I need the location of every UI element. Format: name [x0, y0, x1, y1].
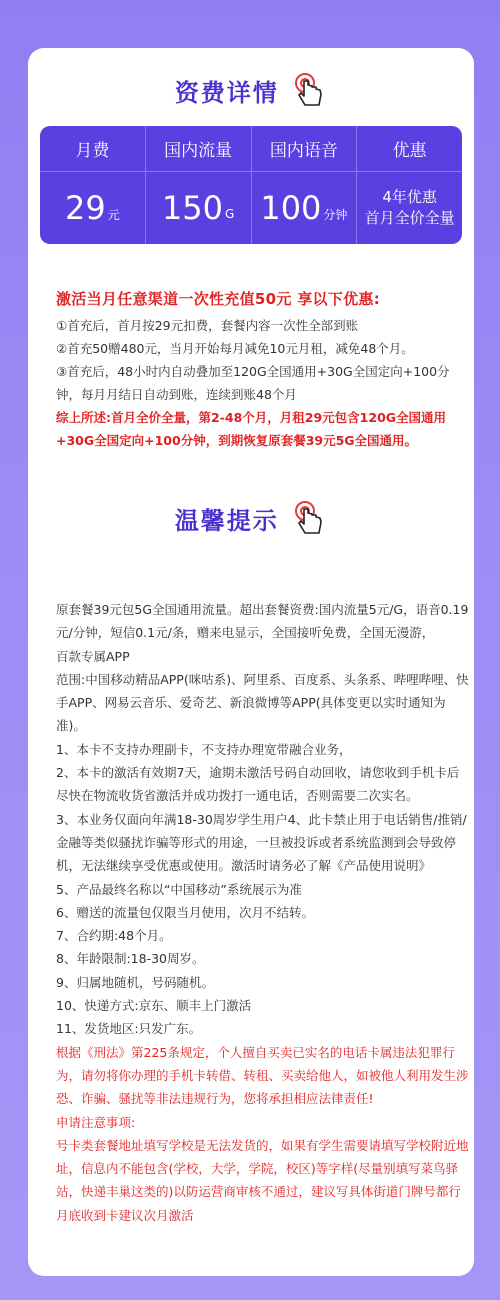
promo-headline: 激活当月任意渠道一次性充值50元 享以下优惠:	[56, 290, 380, 308]
tip-line: 9、归属地随机，号码随机。	[56, 974, 214, 990]
pointing-hand-icon	[293, 500, 327, 536]
header-voice: 国内语音	[252, 126, 358, 172]
tip-line: 10、快递方式:京东、顺丰上门激活	[56, 998, 252, 1014]
tip-line: 2、本卡的激活有效期7天，逾期未激活号码自动回收，请您收到手机卡后尽快在物流收货省激活并成功拨打一通电话，否则需要二次实名。	[56, 765, 460, 804]
tip-line: 11、发货地区:只发广东。	[56, 1021, 202, 1037]
promo-summary: 综上所述:首月全价全量，第2-48个月，月租29元包含120G全国通用+30G全国定向+100分钟，到期恢复原套餐39元5G全国通用。	[56, 410, 447, 448]
promo-item-2: ②首充50赠480元，当月开始每月减免10元月租，减免48个月。	[56, 341, 414, 356]
tip-line: 百款专属APP	[56, 648, 130, 664]
content-card	[28, 48, 474, 1276]
tip-line: 3、本业务仅面向年满18-30周岁学生用户4、此卡禁止用于电话销售/推销/金融等类似骚扰诈骗等形式的用途，一旦被投诉或者系统监测到会导致停机，无法继续享受优惠或使用。激活时请务必了解《产品使用说明》	[56, 811, 467, 874]
monthly-fee-value: 29 元	[40, 172, 146, 244]
notice-title: 申请注意事项:	[56, 1114, 136, 1130]
voice-value: 100 分钟	[252, 172, 358, 244]
price-table	[40, 126, 462, 244]
notice-body: 号卡类套餐地址填写学校是无法发货的，如果有学生需要请填写学校附近地址，信息内不能包含(学校，大学，学院，校区)等字样(尽量别填写菜鸟驿站，快递丰巢这类的)以防运营商审核不通过，建议写具体街道门牌号都行月底收到卡建议次月激活	[56, 1137, 469, 1223]
pointing-hand-icon	[293, 72, 327, 108]
tip-line: 6、赠送的流量包仅限当月使用，次月不结转。	[56, 904, 314, 920]
offer-value: 4年优惠 首月全价全量	[364, 188, 455, 227]
promo-item-1: ①首充后，首月按29元扣费，套餐内容一次性全部到账	[56, 318, 359, 333]
fee-section-title: 资费详情	[28, 72, 474, 108]
header-monthly-fee: 月费	[40, 126, 146, 172]
header-data: 国内流量	[146, 126, 252, 172]
tip-line: 7、合约期:48个月。	[56, 928, 172, 944]
data-value: 150 G	[146, 172, 252, 244]
tip-line: 5、产品最终名称以“中国移动”系统展示为准	[56, 881, 302, 897]
promo-item-3: ③首充后，48小时内自动叠加至120G全国通用+30G全国定向+100分钟，每月月结日自动到账，连续到账48个月	[56, 364, 450, 402]
legal-warning: 根据《刑法》第225条规定，个人擅自买卖已实名的电话卡属违法犯罪行为，请勿将你办理的手机卡转借、转租、买卖给他人，如被他人利用发生涉恐、诈骗、骚扰等非法违规行为，您将承担相应法律责任!	[56, 1044, 469, 1107]
header-offer: 优惠	[357, 126, 462, 172]
tips-notes	[56, 598, 470, 1227]
tip-line: 8、年龄限制:18-30周岁。	[56, 951, 205, 967]
tips-section-title: 温馨提示	[28, 500, 474, 536]
tip-line: 原套餐39元包5G全国通用流量。超出套餐资费:国内流量5元/G，语音0.19元/分钟，短信0.1元/条，赠来电显示，全国接听免费，全国无漫游，	[56, 602, 469, 641]
tip-line: 范围:中国移动精品APP(咪咕系)、阿里系、百度系、头条系、哔哩哔哩、快手APP、网易云音乐、爱奇艺、新浪微博等APP(具体变更以实时通知为准)。	[56, 671, 469, 734]
tip-line: 1、本卡不支持办理副卡，不支持办理宽带融合业务，	[56, 741, 352, 757]
